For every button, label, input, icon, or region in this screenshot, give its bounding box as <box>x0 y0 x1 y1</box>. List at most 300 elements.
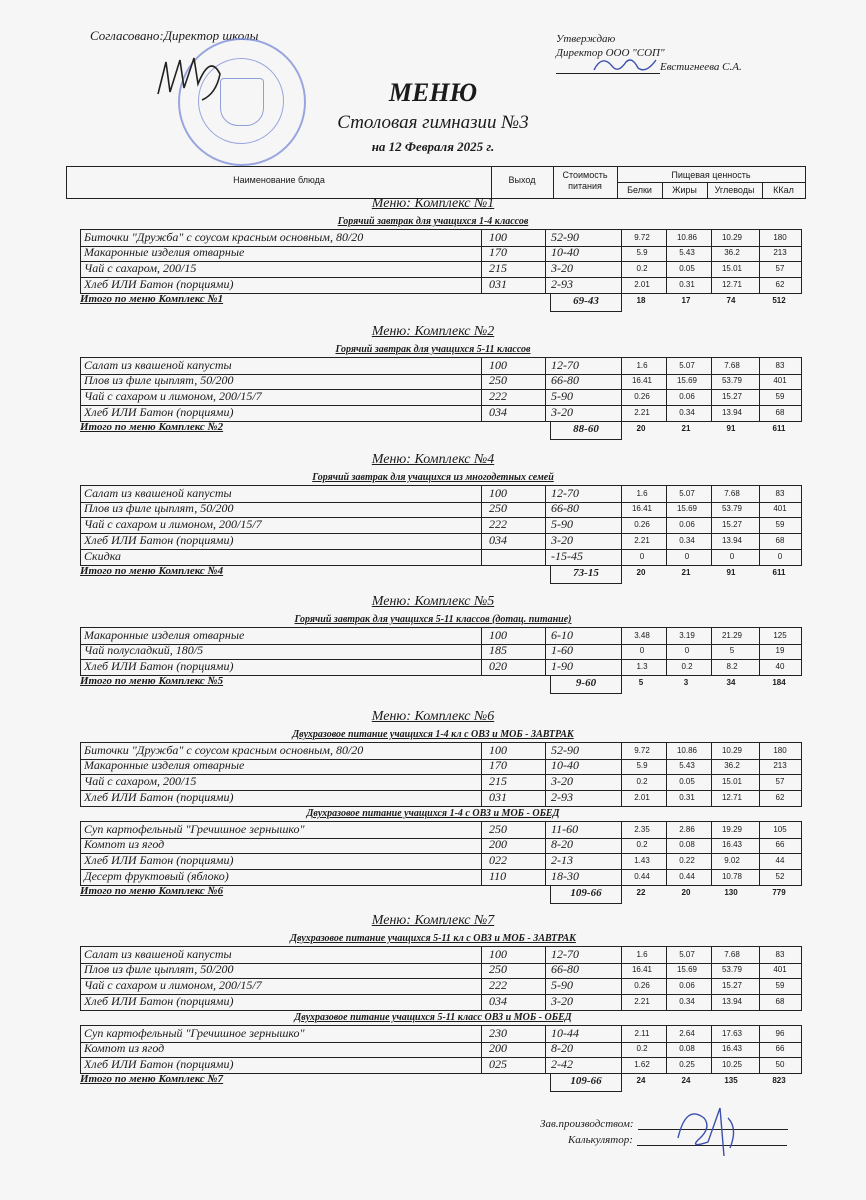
section-title: Меню: Комплекс №7 <box>371 913 495 928</box>
dish-kcal: 50 <box>775 1060 785 1069</box>
dish-kcal: 213 <box>773 248 787 257</box>
dish-carbs: 36.2 <box>724 248 740 257</box>
section-title: Меню: Комплекс №2 <box>371 324 495 339</box>
dish-price: 3-20 <box>551 994 573 1008</box>
menu-date: на 12 Февраля 2025 г. <box>371 139 495 154</box>
dish-name: Чай полусладкий, 180/5 <box>84 643 204 657</box>
dish-fat: 0.34 <box>679 997 695 1006</box>
dish-row <box>80 994 802 1011</box>
dish-carbs: 36.2 <box>724 761 740 770</box>
col-name: Наименование блюда <box>233 175 325 185</box>
dish-row <box>80 1041 802 1058</box>
dish-name: Хлеб ИЛИ Батон (порциями) <box>84 533 234 547</box>
dish-fat: 0.05 <box>679 264 695 273</box>
section-title: Меню: Комплекс №1 <box>371 196 495 211</box>
column-divider <box>481 978 482 994</box>
dish-protein: 2.11 <box>634 1029 650 1038</box>
dish-protein: 2.21 <box>634 408 650 417</box>
dish-carbs: 21.29 <box>721 631 743 640</box>
dish-kcal: 401 <box>773 376 787 385</box>
dish-kcal: 59 <box>775 392 785 401</box>
dish-price: 2-13 <box>551 853 573 867</box>
dish-kcal: 40 <box>775 662 785 671</box>
production-label: Зав.производством: <box>540 1118 634 1130</box>
column-divider <box>545 743 546 759</box>
total-carbs: 74 <box>726 296 736 305</box>
column-divider <box>481 822 482 838</box>
total-protein: 20 <box>636 424 646 433</box>
col-nutrition: Пищевая ценность <box>671 170 751 180</box>
dish-row <box>80 389 802 406</box>
dish-output: 025 <box>489 1057 507 1071</box>
dish-fat: 10.86 <box>676 746 698 755</box>
dish-row <box>80 405 802 422</box>
dish-row <box>80 1057 802 1074</box>
dish-kcal: 66 <box>775 840 785 849</box>
total-label: Итого по меню Комплекс №4 <box>80 565 224 577</box>
dish-price: 1-60 <box>551 643 573 657</box>
col-cost: Стоимость питания <box>562 170 608 191</box>
dish-protein: 0.2 <box>636 1044 648 1053</box>
dish-row <box>80 277 802 294</box>
dish-protein: 5.9 <box>636 248 648 257</box>
dish-protein: 0 <box>639 552 645 561</box>
dish-carbs: 13.94 <box>721 408 743 417</box>
column-divider <box>545 947 546 963</box>
column-divider <box>481 405 482 421</box>
total-kcal: 779 <box>772 888 786 897</box>
dish-protein: 1.6 <box>636 361 648 370</box>
section-subtitle: Горячий завтрак для учащихся 1-4 классов <box>337 216 529 227</box>
column-divider <box>545 245 546 261</box>
column-divider <box>545 962 546 978</box>
dish-fat: 2.64 <box>679 1029 695 1038</box>
section-total <box>80 1073 800 1091</box>
dish-fat: 0.06 <box>679 392 695 401</box>
total-label: Итого по меню Комплекс №2 <box>80 421 224 433</box>
dish-name: Чай с сахаром, 200/15 <box>84 261 197 275</box>
column-divider <box>545 1026 546 1042</box>
dish-kcal: 83 <box>775 489 785 498</box>
dish-fat: 0.08 <box>679 840 695 849</box>
column-divider <box>481 947 482 963</box>
dish-price: 3-20 <box>551 261 573 275</box>
dish-carbs: 53.79 <box>721 965 743 974</box>
dish-fat: 0.31 <box>679 793 695 802</box>
dish-protein: 0.2 <box>636 777 648 786</box>
total-sum: 9-60 <box>550 675 622 694</box>
section-subtitle: Горячий завтрак для учащихся 5-11 классов <box>335 344 531 355</box>
column-divider <box>481 774 482 790</box>
dish-fat: 0.06 <box>679 520 695 529</box>
dish-carbs: 10.25 <box>721 1060 743 1069</box>
dish-row <box>80 758 802 775</box>
dish-kcal: 68 <box>775 997 785 1006</box>
total-carbs: 34 <box>726 678 736 687</box>
page-subtitle: Столовая гимназии №3 <box>337 112 529 133</box>
column-divider <box>545 1057 546 1073</box>
dish-protein: 3.48 <box>634 631 650 640</box>
dish-kcal: 96 <box>775 1029 785 1038</box>
dish-carbs: 9.02 <box>724 856 740 865</box>
dish-output: 110 <box>489 869 507 883</box>
dish-protein: 16.41 <box>631 504 653 513</box>
total-fat: 24 <box>681 1076 691 1085</box>
dish-output: 170 <box>489 245 507 259</box>
section-total <box>80 421 800 439</box>
dish-name: Макаронные изделия отварные <box>84 628 245 642</box>
approved-right-line1: Утверждаю <box>556 33 616 45</box>
dish-kcal: 52 <box>775 872 785 881</box>
total-label: Итого по меню Комплекс №1 <box>80 293 224 305</box>
dish-fat: 0.2 <box>681 662 693 671</box>
column-divider <box>481 277 482 293</box>
total-sum: 109-66 <box>550 885 622 904</box>
dish-name: Десерт фруктовый (яблоко) <box>84 869 229 883</box>
dish-kcal: 401 <box>773 965 787 974</box>
dish-name: Плов из филе цыплят, 50/200 <box>84 501 234 515</box>
total-label: Итого по меню Комплекс №6 <box>80 885 224 897</box>
dish-carbs: 15.27 <box>721 981 743 990</box>
dish-fat: 5.07 <box>679 489 695 498</box>
dish-kcal: 83 <box>775 361 785 370</box>
column-divider <box>545 790 546 806</box>
dish-name: Салат из квашеной капусты <box>84 358 232 372</box>
dish-row <box>80 643 802 660</box>
dish-carbs: 5 <box>729 646 735 655</box>
dish-output: 022 <box>489 853 507 867</box>
column-divider <box>545 501 546 517</box>
dish-fat: 15.69 <box>676 504 698 513</box>
dish-row <box>80 869 802 886</box>
dish-output: 185 <box>489 643 507 657</box>
section-subtitle: Двухразовое питание учащихся 1-4 кл с ОВЗ и МОБ - ЗАВТРАК <box>292 729 574 740</box>
dish-carbs: 15.27 <box>721 520 743 529</box>
total-fat: 3 <box>683 678 689 687</box>
dish-kcal: 213 <box>773 761 787 770</box>
dish-price: 2-93 <box>551 277 573 291</box>
dish-name: Хлеб ИЛИ Батон (порциями) <box>84 853 234 867</box>
dish-name: Чай с сахаром и лимоном, 200/15/7 <box>84 517 262 531</box>
total-protein: 18 <box>636 296 646 305</box>
dish-fat: 5.07 <box>679 950 695 959</box>
dish-row <box>80 549 802 566</box>
dish-output: 215 <box>489 774 507 788</box>
dish-name: Макаронные изделия отварные <box>84 758 245 772</box>
dish-output: 222 <box>489 389 507 403</box>
column-divider <box>545 486 546 502</box>
approved-right-line2: Директор ООО "СОП" <box>556 47 665 59</box>
dish-row <box>80 962 802 979</box>
column-divider <box>481 758 482 774</box>
column-divider <box>545 978 546 994</box>
column-divider <box>545 1041 546 1057</box>
section-subtitle: Горячий завтрак для учащихся 5-11 классов (дотац. питание) <box>294 614 572 625</box>
column-divider <box>545 405 546 421</box>
column-divider <box>481 486 482 502</box>
dish-protein: 0 <box>639 646 645 655</box>
total-label: Итого по меню Комплекс №5 <box>80 675 224 687</box>
dish-fat: 0.34 <box>679 408 695 417</box>
dish-name: Салат из квашеной капусты <box>84 486 232 500</box>
dish-kcal: 62 <box>775 280 785 289</box>
dish-carbs: 16.43 <box>721 840 743 849</box>
total-sum: 88-60 <box>550 421 622 440</box>
section-title: Меню: Комплекс №5 <box>371 594 495 609</box>
dish-output: 034 <box>489 533 507 547</box>
total-fat: 20 <box>681 888 691 897</box>
dish-row <box>80 245 802 262</box>
dish-fat: 0.22 <box>679 856 695 865</box>
dish-price: 52-90 <box>551 230 579 244</box>
dish-carbs: 53.79 <box>721 376 743 385</box>
dish-kcal: 83 <box>775 950 785 959</box>
dish-carbs: 13.94 <box>721 997 743 1006</box>
total-carbs: 130 <box>724 888 738 897</box>
dish-row <box>80 517 802 534</box>
total-fat: 21 <box>681 424 691 433</box>
column-divider <box>481 1026 482 1042</box>
dish-carbs: 7.68 <box>724 489 740 498</box>
dish-kcal: 68 <box>775 536 785 545</box>
dish-protein: 16.41 <box>631 376 653 385</box>
dish-output: 250 <box>489 373 507 387</box>
total-sum: 73-15 <box>550 565 622 584</box>
section-title: Меню: Комплекс №4 <box>371 452 495 467</box>
col-kcal: ККал <box>773 185 794 195</box>
dish-output: 222 <box>489 517 507 531</box>
dish-fat: 0.44 <box>679 872 695 881</box>
dish-protein: 9.72 <box>634 746 650 755</box>
dish-protein: 16.41 <box>631 965 653 974</box>
column-divider <box>481 853 482 869</box>
dish-output: 250 <box>489 501 507 515</box>
column-divider <box>481 743 482 759</box>
total-fat: 21 <box>681 568 691 577</box>
dish-price: 2-93 <box>551 790 573 804</box>
dish-price: 10-40 <box>551 245 579 259</box>
dish-name: Хлеб ИЛИ Батон (порциями) <box>84 994 234 1008</box>
total-label: Итого по меню Комплекс №7 <box>80 1073 224 1085</box>
section-title: Меню: Комплекс №6 <box>371 709 495 724</box>
section-subtitle: Горячий завтрак для учащихся из многодетных семей <box>312 472 554 483</box>
col-output: Выход <box>508 175 536 185</box>
dish-name: Компот из ягод <box>84 1041 165 1055</box>
dish-name: Хлеб ИЛИ Батон (порциями) <box>84 405 234 419</box>
column-divider <box>481 549 482 565</box>
section-subtitle: Двухразовое питание учащихся 5-11 класс ОВЗ и МОБ - ОБЕД <box>294 1012 572 1023</box>
column-divider <box>545 358 546 374</box>
column-divider <box>545 822 546 838</box>
dish-kcal: 105 <box>773 825 787 834</box>
dish-name: Чай с сахаром и лимоном, 200/15/7 <box>84 389 262 403</box>
dish-output: 215 <box>489 261 507 275</box>
dish-output: 100 <box>489 628 507 642</box>
column-divider <box>481 659 482 675</box>
column-divider <box>545 643 546 659</box>
total-protein: 22 <box>636 888 646 897</box>
total-kcal: 823 <box>772 1076 786 1085</box>
dish-name: Хлеб ИЛИ Батон (порциями) <box>84 790 234 804</box>
dish-name: Хлеб ИЛИ Батон (порциями) <box>84 659 234 673</box>
column-divider <box>481 1057 482 1073</box>
dish-row <box>80 659 802 676</box>
dish-price: 5-90 <box>551 517 573 531</box>
dish-fat: 0.34 <box>679 536 695 545</box>
dish-carbs: 12.71 <box>721 793 743 802</box>
dish-carbs: 13.94 <box>721 536 743 545</box>
dish-output: 250 <box>489 962 507 976</box>
dish-protein: 0.2 <box>636 840 648 849</box>
dish-price: 1-90 <box>551 659 573 673</box>
column-divider <box>481 245 482 261</box>
dish-row <box>80 774 802 791</box>
dish-carbs: 10.78 <box>721 872 743 881</box>
dish-price: 12-70 <box>551 947 579 961</box>
dish-output: 222 <box>489 978 507 992</box>
approved-right-name: Евстигнеева С.А. <box>660 61 742 73</box>
dish-kcal: 57 <box>775 264 785 273</box>
dish-price: 10-44 <box>551 1026 579 1040</box>
column-divider <box>481 389 482 405</box>
dish-protein: 1.6 <box>636 950 648 959</box>
total-protein: 5 <box>638 678 644 687</box>
dish-output: 230 <box>489 1026 507 1040</box>
dish-output: 100 <box>489 358 507 372</box>
dish-protein: 2.21 <box>634 536 650 545</box>
total-carbs: 91 <box>726 568 736 577</box>
col-fat: Жиры <box>672 185 697 195</box>
dish-carbs: 15.01 <box>721 264 743 273</box>
dish-kcal: 66 <box>775 1044 785 1053</box>
column-divider <box>545 659 546 675</box>
column-divider <box>545 517 546 533</box>
dish-price: 8-20 <box>551 1041 573 1055</box>
dish-protein: 0.26 <box>634 981 650 990</box>
dish-kcal: 59 <box>775 520 785 529</box>
dish-fat: 0.08 <box>679 1044 695 1053</box>
section-subtitle: Двухразовое питание учащихся 5-11 кл с ОВЗ и МОБ - ЗАВТРАК <box>290 933 576 944</box>
dish-kcal: 44 <box>775 856 785 865</box>
dish-carbs: 8.2 <box>726 662 738 671</box>
dish-protein: 0.26 <box>634 392 650 401</box>
dish-fat: 0 <box>684 552 690 561</box>
total-kcal: 184 <box>772 678 786 687</box>
dish-output: 100 <box>489 743 507 757</box>
dish-price: 8-20 <box>551 837 573 851</box>
dish-fat: 15.69 <box>676 376 698 385</box>
column-divider <box>545 628 546 644</box>
dish-protein: 2.35 <box>634 825 650 834</box>
dish-row <box>80 837 802 854</box>
dish-name: Скидка <box>84 549 122 563</box>
dish-output: 250 <box>489 822 507 836</box>
dish-price: 3-20 <box>551 774 573 788</box>
dish-row <box>80 853 802 870</box>
dish-fat: 0.05 <box>679 777 695 786</box>
dish-price: 11-60 <box>551 822 579 836</box>
column-divider <box>481 261 482 277</box>
calculator-signature <box>668 1098 748 1160</box>
dish-carbs: 17.63 <box>721 1029 743 1038</box>
dish-fat: 5.43 <box>679 761 695 770</box>
dish-fat: 3.19 <box>679 631 695 640</box>
dish-carbs: 7.68 <box>724 361 740 370</box>
col-carbs: Углеводы <box>714 185 755 195</box>
dish-row <box>80 261 802 278</box>
dish-row <box>80 978 802 995</box>
dish-protein: 1.3 <box>636 662 648 671</box>
dish-output: 100 <box>489 486 507 500</box>
dish-price: 18-30 <box>551 869 579 883</box>
dish-name: Плов из филе цыплят, 50/200 <box>84 373 234 387</box>
dish-protein: 2.01 <box>634 280 650 289</box>
column-divider <box>481 358 482 374</box>
page-title: МЕНЮ <box>388 78 478 107</box>
dish-output: 034 <box>489 994 507 1008</box>
dish-carbs: 10.29 <box>721 233 743 242</box>
calculator-label: Калькулятор: <box>568 1134 633 1146</box>
column-divider <box>481 837 482 853</box>
dish-price: 5-90 <box>551 978 573 992</box>
dish-protein: 1.6 <box>636 489 648 498</box>
total-protein: 24 <box>636 1076 646 1085</box>
dish-name: Плов из филе цыплят, 50/200 <box>84 962 234 976</box>
column-divider <box>545 261 546 277</box>
column-divider <box>481 962 482 978</box>
dish-output: 200 <box>489 837 507 851</box>
dish-price: 12-70 <box>551 358 579 372</box>
dish-name: Хлеб ИЛИ Батон (порциями) <box>84 1057 234 1071</box>
dish-carbs: 0 <box>729 552 735 561</box>
dish-price: 66-80 <box>551 962 579 976</box>
dish-protein: 0.26 <box>634 520 650 529</box>
dish-fat: 5.07 <box>679 361 695 370</box>
dish-output: 031 <box>489 277 507 291</box>
dish-output: 020 <box>489 659 507 673</box>
column-divider <box>545 230 546 246</box>
dish-name: Салат из квашеной капусты <box>84 947 232 961</box>
dish-price: 66-80 <box>551 501 579 515</box>
dish-output: 031 <box>489 790 507 804</box>
column-divider <box>481 790 482 806</box>
dish-carbs: 15.01 <box>721 777 743 786</box>
total-kcal: 512 <box>772 296 786 305</box>
dish-name: Суп картофельный "Гречишное зернышко" <box>84 822 305 836</box>
section-total <box>80 293 800 311</box>
dish-output: 100 <box>489 947 507 961</box>
dish-fat: 0.25 <box>679 1060 695 1069</box>
total-sum: 69-43 <box>550 293 622 312</box>
section-total <box>80 885 800 903</box>
dish-output: 100 <box>489 230 507 244</box>
section-subtitle: Двухразовое питание учащихся 1-4 с ОВЗ и МОБ - ОБЕД <box>306 808 560 819</box>
dish-protein: 1.43 <box>634 856 650 865</box>
dish-protein: 5.9 <box>636 761 648 770</box>
dish-kcal: 68 <box>775 408 785 417</box>
dish-fat: 10.86 <box>676 233 698 242</box>
dish-fat: 2.86 <box>679 825 695 834</box>
column-divider <box>545 758 546 774</box>
dish-carbs: 19.29 <box>721 825 743 834</box>
dish-kcal: 401 <box>773 504 787 513</box>
column-divider <box>545 373 546 389</box>
dish-kcal: 59 <box>775 981 785 990</box>
dish-price: 3-20 <box>551 533 573 547</box>
dish-carbs: 15.27 <box>721 392 743 401</box>
dish-protein: 9.72 <box>634 233 650 242</box>
dish-fat: 0 <box>684 646 690 655</box>
